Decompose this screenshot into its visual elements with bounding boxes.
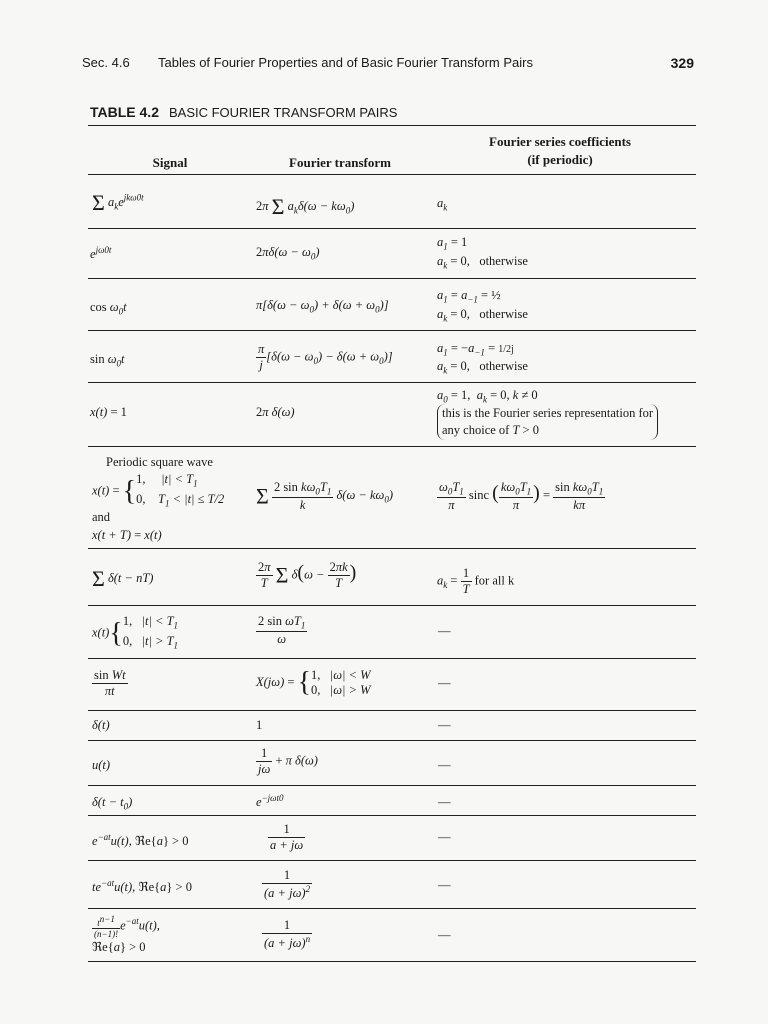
otherwise-text: otherwise [479, 359, 528, 373]
row11-signal: u(t) [92, 758, 111, 772]
row2-coeff-a: $a_1 = 1$ [437, 235, 468, 252]
row4-transform: $\frac{\pi}{j}$ $[\delta(\omega - \omega_0) - \delta(\omega + \omega_0)]$ [258, 342, 393, 372]
row-rule [88, 548, 696, 549]
row9-coeff: — [438, 676, 451, 690]
for-all-k: for all k [474, 573, 515, 588]
row2-signal: $e^{j\omega 0t}$ [90, 245, 112, 262]
row5-note: this is the Fourier series representation for any choice of T > 0 [437, 404, 658, 440]
row14-transform: $\frac{1}{(a + j\omega)^2}$ [264, 868, 311, 901]
row-rule [88, 860, 696, 861]
row4-coeff-a: $a_1 = -a_{-1} = 1/2j$ [437, 341, 514, 358]
row3-signal: $\cos \omega_0t$ [90, 300, 127, 317]
row9-transform: X(jω) = {1, |ω| < W 0, |ω| > W [256, 667, 371, 698]
page-header [82, 55, 694, 75]
col-header-transform: Fourier transform [289, 155, 391, 170]
col-header-signal: Signal [152, 155, 188, 170]
section-title: Tables of Fourier Properties and of Basic Fourier Transform Pairs [158, 55, 533, 70]
row6-signal-def: x(t) = {1, $|t| < T_1$ 0, $T_1 < |t| \le T/2$ [92, 472, 225, 508]
row7-transform: $\frac{2\pi}{T}$ Σ δ(ω − $\frac{2\pi k}{T}$ ) [258, 560, 357, 590]
col-header-coeff-2: (if periodic) [527, 152, 593, 167]
row-rule [88, 278, 696, 279]
row10-coeff: — [438, 718, 451, 732]
row10-transform: 1 [256, 718, 263, 732]
row7-coeff: $a_k$ = $\frac{1}{T}$ for all k [437, 566, 515, 596]
row14-signal: $te^{-at}u(t)$, ℜe{a} > 0 [92, 878, 192, 895]
row-rule [88, 710, 696, 711]
table-title: BASIC FOURIER TRANSFORM PAIRS [168, 105, 398, 120]
row-rule [88, 605, 696, 606]
row-rule [88, 382, 696, 383]
header-rule [88, 174, 696, 175]
row-rule [88, 908, 696, 909]
row-rule [88, 740, 696, 741]
row6-signal-label: Periodic square wave [106, 455, 213, 469]
row8-transform: $\frac{2 \sin \omega T_1}{\omega}$ [258, 614, 306, 646]
row2-coeff-b: $a_k = 0$, otherwise [437, 254, 528, 271]
row5-note-line2: any choice of [442, 423, 510, 437]
row5-transform: 2π δ(ω) [256, 405, 295, 419]
row4-signal: $\sin \omega_0t$ [90, 352, 125, 369]
row10-signal: δ(t) [92, 718, 110, 732]
row1-transform: 2π Σ $a_k\delta(\omega - k\omega_0)$ [256, 194, 355, 219]
otherwise-text: otherwise [479, 254, 528, 268]
table-caption [90, 104, 397, 120]
row1-coeff: $a_k$ [437, 196, 448, 213]
row8-signal: x(t){1, $|t| < T_1$ 0, $|t| > T_1$ [92, 614, 179, 650]
row6-and: and [92, 510, 111, 524]
row-rule [88, 330, 696, 331]
row6-transform: Σ $\frac{2 \sin k\omega_0T_1}{k}$ $\delta(\omega - k\omega_0)$ [256, 480, 394, 512]
table-label: TABLE 4.2 [90, 104, 159, 120]
row4-coeff-b: $a_k = 0$, otherwise [437, 359, 528, 376]
row12-transform: $e^{-j\omega t0}$ [256, 793, 284, 810]
row3-transform: $\pi[\delta(\omega - \omega_0) + \delta(\omega + \omega_0)]$ [256, 298, 389, 315]
row14-coeff: — [438, 878, 451, 892]
row5-signal: x(t) = 1 [90, 405, 127, 419]
row3-coeff-b: $a_k = 0$, otherwise [437, 307, 528, 324]
section-label: Sec. 4.6 [82, 55, 130, 70]
otherwise-text: otherwise [479, 307, 528, 321]
row11-coeff: — [438, 758, 451, 772]
row-rule [88, 658, 696, 659]
row-rule [88, 228, 696, 229]
page-number: 329 [670, 55, 694, 71]
row-rule [88, 446, 696, 447]
row6-signal-periodic: x(t + T) = x(t) [92, 528, 162, 542]
table-top-rule [88, 125, 696, 126]
row2-transform: $2\pi\delta(\omega - \omega_0)$ [256, 245, 320, 262]
row3-coeff-a: $a_1 = a_{-1}$ = ½ [437, 288, 501, 305]
row8-coeff: — [438, 624, 451, 638]
row13-coeff: — [438, 830, 451, 844]
row12-coeff: — [438, 795, 451, 809]
row13-transform: $\frac{1}{a + j\omega}$ [270, 822, 304, 852]
row-rule [88, 815, 696, 816]
table-bottom-rule [88, 961, 696, 962]
row9-signal: $\frac{\text{sin Wt}}{\pi t}$ [94, 668, 126, 698]
row13-signal: $e^{-at}u(t)$, ℜe{a} > 0 [92, 832, 189, 849]
row-rule [88, 785, 696, 786]
row5-coeff-a: $a_0 = 1$, $a_k = 0$, k ≠ 0 [437, 388, 538, 405]
row6-coeff: $\frac{\omega_0T_1}{\pi}$ sinc ( $\frac{k\omega_0T_1}{\pi}$ ) = $\frac{\sin k\omega_0T_1}{k\pi}$ [439, 480, 604, 512]
row15-transform: $\frac{1}{(a + j\omega)^n}$ [264, 918, 311, 951]
row12-signal: $\delta(t - t_0)$ [92, 795, 133, 812]
row11-transform: $\frac{1}{j\omega}$ + π δ(ω) [258, 746, 318, 776]
col-header-coeff-1: Fourier series coefficients [489, 134, 631, 149]
row15-signal: $\frac{tn-1}{(n-1)!}$ $e^{-at}u(t)$, ℜe{a} > 0 [92, 914, 160, 954]
row7-signal: Σ δ(t − nT) [92, 566, 154, 591]
row5-note-line1: this is the Fourier series representation for [442, 406, 654, 420]
row1-signal: Σ $a_ke^{jk\omega 0t}$ [92, 190, 144, 215]
row15-coeff: — [438, 928, 451, 942]
